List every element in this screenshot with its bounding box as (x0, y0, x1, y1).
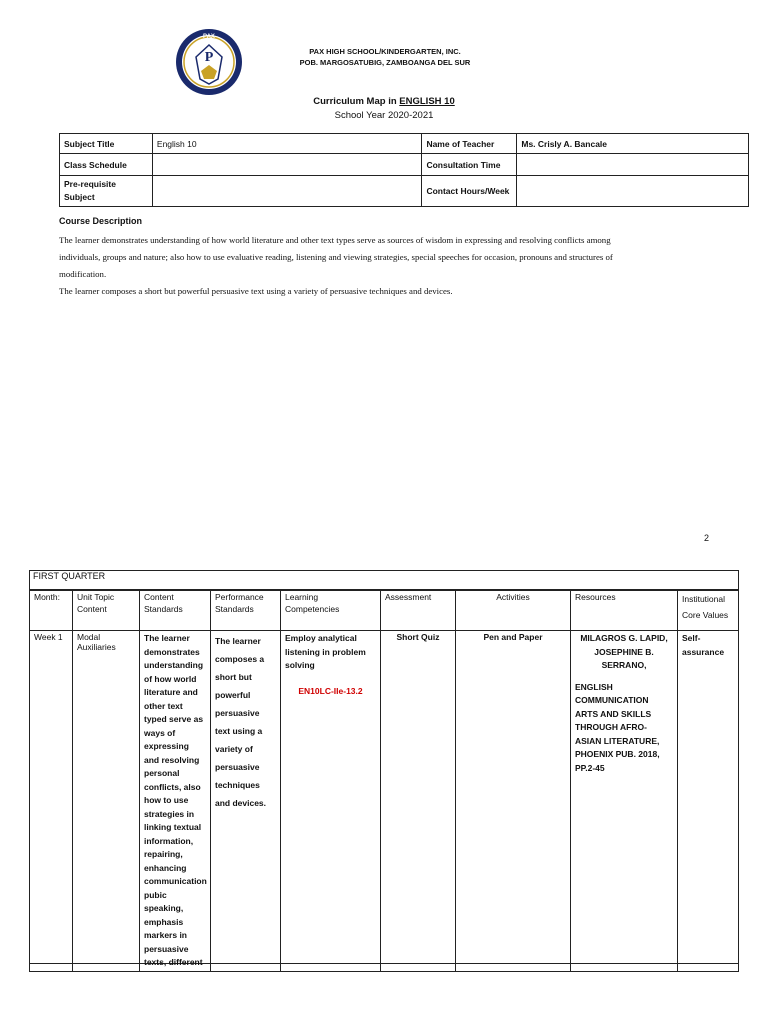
competency-code: EN10LC-IIe-13.2 (298, 685, 363, 696)
course-description-heading: Course Description (59, 216, 143, 226)
col-values-header (678, 591, 739, 631)
performance-standards-cell: The learner composes a short but powerful persuasive text using a variety of persuasive techniques and devices. (211, 631, 281, 972)
course-description-line: The learner demonstrates understanding of how world literature and other text types serve as sources of wisdom in expressing and resolving conflicts among (59, 235, 611, 245)
core-values-cell (678, 631, 739, 972)
col-learning-header-line2: Competencies (285, 604, 340, 614)
school-name: PAX HIGH SCHOOL/KINDERGARTEN, INC. (309, 47, 461, 56)
col-content-header-line2: Standards (144, 604, 183, 614)
prereq-label-line2: Subject (64, 192, 95, 202)
col-performance-header (211, 591, 281, 631)
unit-topic-line2: Auxiliaries (77, 642, 116, 652)
prereq-value (152, 176, 422, 207)
subject-title-value: English 10 (152, 134, 422, 154)
consultation-value (517, 154, 749, 176)
assessment-cell: Short Quiz (381, 631, 456, 972)
core-value-line2: assurance (682, 646, 725, 657)
course-description-text (59, 232, 699, 300)
unit-topic-line1: Modal (77, 632, 101, 642)
resources-book: ENGLISH COMMUNICATION ARTS AND SKILLS THROUGH AFRO-ASIAN LITERATURE, PHOENIX PUB. 2018, PP.2-45 (575, 681, 660, 773)
col-content-header-line1: Content (144, 592, 174, 602)
title-subject: ENGLISH 10 (399, 96, 455, 107)
month-cell: Week 1 (30, 631, 73, 972)
school-year: School Year 2020-2021 (334, 110, 434, 121)
col-assessment-header: Assessment (381, 591, 456, 631)
unit-topic-cell (73, 631, 140, 972)
title-prefix: Curriculum Map in (313, 96, 400, 107)
col-unit-header (73, 591, 140, 631)
teacher-label: Name of Teacher (422, 134, 517, 154)
col-values-header-line1: Institutional (682, 594, 725, 604)
contact-hours-label: Contact Hours/Week (422, 176, 517, 207)
resources-cell (571, 631, 678, 972)
col-unit-header-line2: Content (77, 604, 107, 614)
school-logo (174, 27, 244, 97)
prereq-label-line1: Pre-requisite (64, 179, 116, 189)
course-description-line: modification. (59, 269, 107, 279)
content-standards-cell: The learner demonstrates understanding of how world literature and other text typed serve as ways of expressing and resolving personal conflicts, also how to use strategies in linking textual information, repairing, enhancing communication pubic speaking, emphasis markers in persuasive texts, different (140, 631, 211, 972)
col-learning-header-line1: Learning (285, 592, 319, 602)
col-performance-header-line2: Standards (215, 604, 254, 614)
curriculum-map-table (29, 590, 739, 972)
col-unit-header-line1: Unit Topic (77, 592, 115, 602)
schedule-value (152, 154, 422, 176)
col-activities-header: Activities (456, 591, 571, 631)
school-address: POB. MARGOSATUBIG, ZAMBOANGA DEL SUR (299, 58, 471, 67)
course-description-line: individuals, groups and nature; also how to use evaluative reading, listening and viewing strategies, special speeches for occasion, pronouns and structures of (59, 252, 613, 262)
col-performance-header-line1: Performance (215, 592, 264, 602)
page-number: 2 (704, 533, 710, 543)
document-title (0, 96, 768, 107)
schedule-label: Class Schedule (60, 154, 153, 176)
table-row (30, 631, 739, 972)
learning-competency-cell (281, 631, 381, 972)
teacher-value: Ms. Crisly A. Bancale (517, 134, 749, 154)
consultation-label: Consultation Time (422, 154, 517, 176)
competency-text: Employ analytical listening in problem solving (285, 633, 366, 670)
subject-title-label: Subject Title (60, 134, 153, 154)
header-row (30, 591, 739, 631)
course-description-line: The learner composes a short but powerful persuasive text using a variety of persuasive techniques and devices. (59, 286, 453, 296)
col-resources-header: Resources (571, 591, 678, 631)
col-content-header (140, 591, 211, 631)
logo-ring-text: PAX (203, 34, 215, 40)
core-value-line1: Self- (682, 633, 701, 643)
school-header (270, 46, 500, 68)
resources-authors: MILAGROS G. LAPID, JOSEPHINE B. SERRANO, (580, 633, 668, 670)
prereq-label (60, 176, 153, 207)
quarter-title: FIRST QUARTER (29, 570, 738, 590)
logo-letter: P (204, 50, 214, 65)
contact-hours-value (517, 176, 749, 207)
col-values-header-line2: Core Values (682, 610, 729, 620)
subject-info-table (59, 133, 749, 207)
col-month-header: Month: (30, 591, 73, 631)
col-learning-header (281, 591, 381, 631)
activities-cell: Pen and Paper (456, 631, 571, 972)
